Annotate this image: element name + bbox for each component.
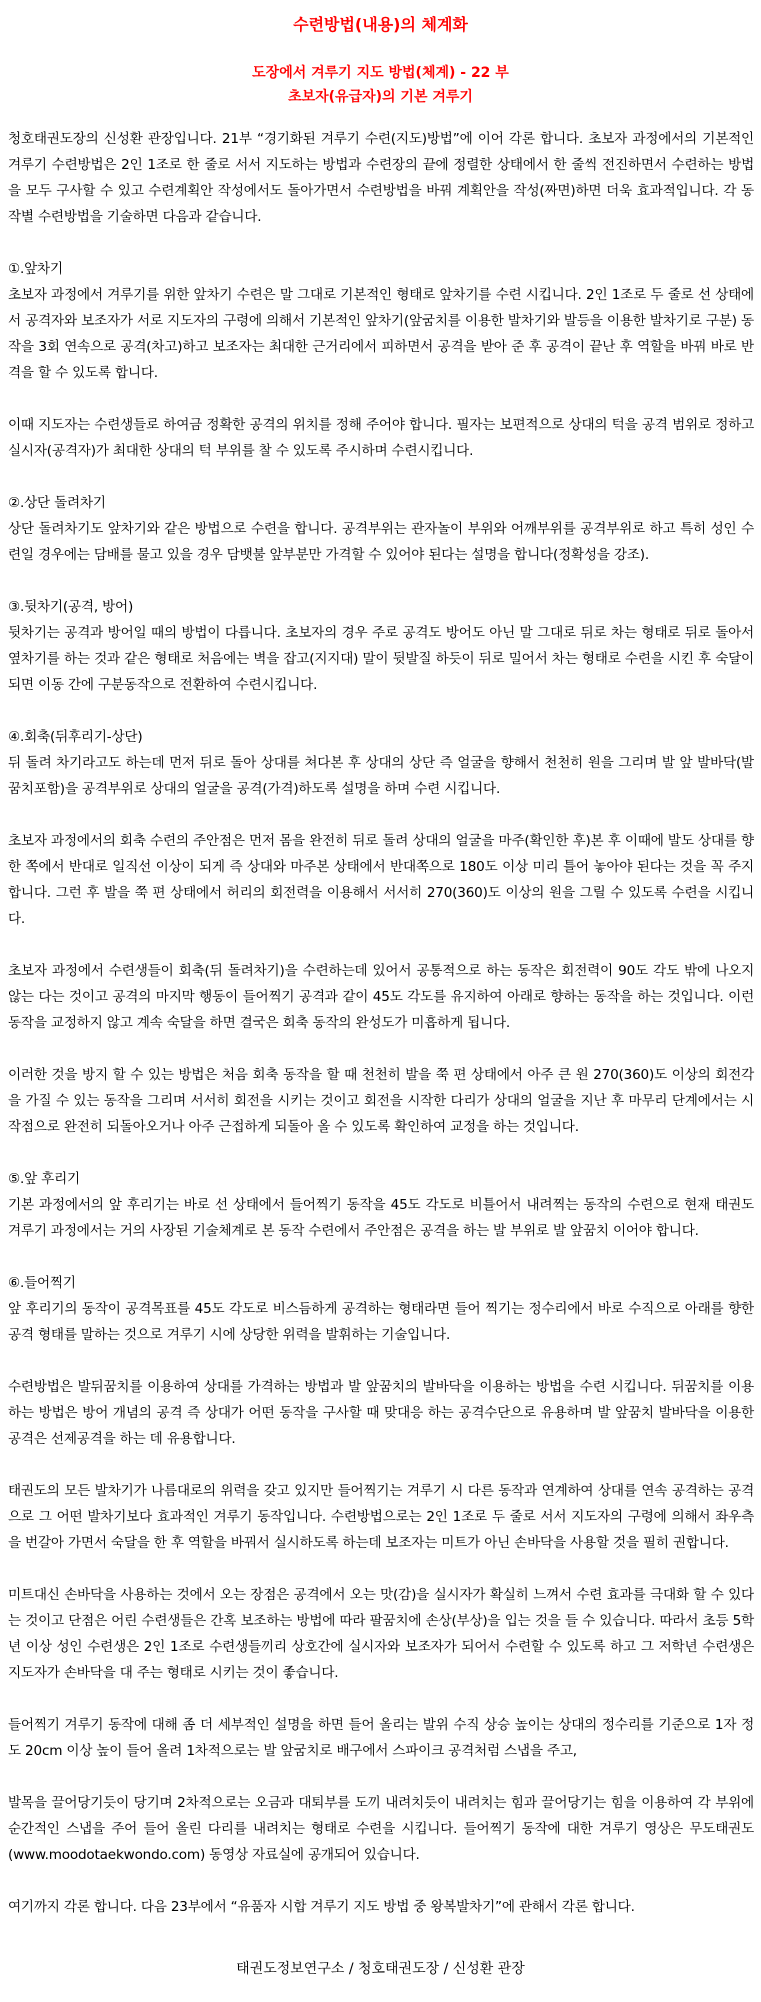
- section-paragraph: 이때 지도자는 수련생들로 하여금 정확한 공격의 위치를 정해 주어야 합니다. 필자는 보편적으로 상대의 턱을 공격 범위로 정하고 실시자(공격자)가 최대한 상대의 턱 부위를 찰 수 있도록 주시하며 수련시킵니다.: [8, 417, 754, 459]
- section-paragraph: 초보자 과정에서 겨루기를 위한 앞차기 수련은 말 그대로 기본적인 형태로 앞차기를 수련 시킵니다. 2인 1조로 두 줄로 선 상태에서 공격자와 보조자가 서로 지도자의 구령에 의해서 기본적인 앞차기(앞굼치를 이용한 발차기와 발등을 이용한 발차기로 구분) 동작을 3회 연속으로 공격(차고)하고 보조자는 최대한 근거리에서 피하면서 공격을 받아 준 후 공격이 끝난 후 역할을 바꿔 바로 반격을 할 수 있도록 합니다.: [8, 287, 754, 381]
- section-paragraph: 들어찍기 겨루기 동작에 대해 좀 더 세부적인 설명을 하면 들어 올리는 발위 수직 상승 높이는 상대의 정수리를 기준으로 1자 정도 20cm 이상 높이 들어 올려 1차적으로는 발 앞굼치로 배구에서 스파이크 공격처럼 스냅을 주고,: [8, 1717, 754, 1759]
- article-body: [8, 126, 754, 1946]
- section-paragraph: 기본 과정에서의 앞 후리기는 바로 선 상태에서 들어찍기 동작을 45도 각도로 비틀어서 내려찍는 동작의 수련으로 현재 태권도 겨루기 과정에서는 거의 사장된 기술체계로 본 동작 수련에서 주안점은 공격을 하는 발 부위로 발 앞꿈치 이어야 합니다.: [8, 1197, 754, 1239]
- section-heading: ①.앞차기: [8, 261, 63, 277]
- section-heading: ⑥.들어찍기: [8, 1275, 76, 1291]
- section-paragraph: 미트대신 손바닥을 사용하는 것에서 오는 장점은 공격에서 오는 맛(감)을 실시자가 확실히 느껴서 수련 효과를 극대화 할 수 있다는 것이고 단점은 어린 수련생들은 간혹 보조하는 방법에 따라 팔꿈치에 손상(부상)을 입는 것을 들 수 있습니다. 따라서 초등 5학년 이상 성인 수련생은 2인 1조로 수련생들끼리 상호간에 실시자와 보조자가 되어서 수련할 수 있도록 하고 그 저학년 수련생은 지도자가 손바닥을 대 주는 형태로 시키는 것이 좋습니다.: [8, 1587, 754, 1681]
- section-paragraph: 태권도의 모든 발차기가 나름대로의 위력을 갖고 있지만 들어찍기는 겨루기 시 다른 동작과 연계하여 상대를 연속 공격하는 공격으로 그 어떤 발차기보다 효과적인 겨루기 동작입니다. 수련방법으로는 2인 1조로 두 줄로 서서 지도자의 구령에 의해서 좌우측을 번갈아 가면서 숙달을 한 후 역할을 바꿔서 실시하도록 하는데 보조자는 미트가 아닌 손바닥을 사용할 것을 필히 권합니다.: [8, 1483, 754, 1551]
- section-paragraph: 뒷차기는 공격과 방어일 때의 방법이 다릅니다. 초보자의 경우 주로 공격도 방어도 아닌 말 그대로 뒤로 차는 형태로 뒤로 돌아서 옆차기를 하는 것과 같은 형태로 처음에는 벽을 잡고(지지대) 말이 뒷발질 하듯이 뒤로 밀어서 차는 형태로 수련을 시킨 후 숙달이 되면 이동 간에 구분동작으로 전환하여 수련시킵니다.: [8, 625, 754, 693]
- section-paragraph: 상단 돌려차기도 앞차기와 같은 방법으로 수련을 합니다. 공격부위는 관자놀이 부위와 어깨부위를 공격부위로 하고 특히 성인 수련일 경우에는 담배를 물고 있을 경우 담뱃불 앞부분만 가격할 수 있어야 된다는 설명을 합니다(정확성을 강조).: [8, 521, 754, 563]
- section-front-kick: [8, 256, 754, 386]
- author-footer: 태권도정보연구소 / 청호태권도장 / 신성환 관장: [236, 1961, 525, 1977]
- section-paragraph: 초보자 과정에서의 회축 수련의 주안점은 먼저 몸을 완전히 뒤로 돌려 상대의 얼굴을 마주(확인한 후)본 후 이때에 발도 상대를 향한 쪽에서 반대로 일직선 이상이 되게 즉 상대와 마주본 상태에서 반대쪽으로 180도 이상 미리 틀어 놓아야 된다는 것을 꼭 주지합니다. 그런 후 발을 쭉 편 상태에서 허리의 회전력을 이용해서 서서히 270(360)도 이상의 원을 그릴 수 있도록 수련을 시킵니다.: [8, 833, 754, 927]
- section-heading: ②.상단 돌려차기: [8, 495, 106, 511]
- intro-paragraph: 청호태권도장의 신성환 관장입니다. 21부 “경기화된 겨루기 수련(지도)방법”에 이어 각론 합니다. 초보자 과정에서의 기본적인 겨루기 수련방법은 2인 1조로 한 줄로 서서 지도하는 방법과 수련장의 끝에 정렬한 상태에서 한 줄씩 전진하면서 수련하는 방법을 모두 구사할 수 있고 수련계획안 작성에서도 돌아가면서 수련방법을 바꿔 계획안을 작성(짜면)하면 더욱 효과적입니다. 각 동작별 수련방법을 기술하면 다음과 같습니다.: [8, 131, 754, 225]
- section-back-kick: [8, 594, 754, 698]
- closing-paragraph: 여기까지 각론 합니다. 다음 23부에서 “유품자 시합 겨루기 지도 방법 중 왕복발차기”에 관해서 각론 합니다.: [8, 1899, 635, 1915]
- section-spin-hook-kick: [8, 724, 754, 802]
- section-front-sweep: [8, 1166, 754, 1244]
- section-paragraph: 초보자 과정에서 수련생들이 회축(뒤 돌려차기)을 수련하는데 있어서 공통적으로 하는 동작은 회전력이 90도 각도 밖에 나오지 않는 다는 것이고 공격의 마지막 행동이 들어찍기 공격과 같이 45도 각도를 유지하여 아래로 향하는 동작을 하는 것입니다. 이런 동작을 교정하지 않고 계속 숙달을 하면 결국은 회축 동작의 완성도가 미흡하게 됩니다.: [8, 963, 754, 1031]
- document-title: 수련방법(내용)의 체계화: [293, 15, 468, 34]
- section-paragraph: 앞 후리기의 동작이 공격목표를 45도 각도로 비스듬하게 공격하는 형태라면 들어 찍기는 정수리에서 바로 수직으로 아래를 향한 공격 형태를 말하는 것으로 겨루기 시에 상당한 위력을 발휘하는 기술입니다.: [8, 1301, 754, 1343]
- section-heading: ③.뒷차기(공격, 방어): [8, 599, 134, 615]
- section-heading: ⑤.앞 후리기: [8, 1171, 80, 1187]
- document-subtitle-topic: 초보자(유급자)의 기본 겨루기: [288, 89, 473, 105]
- document-subtitle-series: 도장에서 겨루기 지도 방법(체계) - 22 부: [252, 65, 509, 81]
- section-axe-kick: [8, 1270, 754, 1348]
- section-paragraph: 이러한 것을 방지 할 수 있는 방법은 처음 회축 동작을 할 때 천천히 발을 쭉 편 상태에서 아주 큰 원 270(360)도 이상의 회전각을 가질 수 있는 동작을 그리며 서서히 회전을 시키는 것이고 회전을 시작한 다리가 상대의 얼굴을 지난 후 마무리 단계에서는 시작점으로 완전히 되돌아오거나 아주 근접하게 되돌아 올 수 있도록 확인하여 교정을 하는 것입니다.: [8, 1067, 754, 1135]
- section-paragraph: 발목을 끌어당기듯이 당기며 2차적으로는 오금과 대퇴부를 도끼 내려치듯이 내려치는 힘과 끌어당기는 힘을 이용하여 각 부위에 순간적인 스냅을 주어 들어 올린 다리를 내려치는 형태로 수련을 시킵니다. 들어찍기 동작에 대한 겨루기 영상은 무도태권도(www.moodotaekwondo.com) 동영상 자료실에 공개되어 있습니다.: [8, 1795, 754, 1863]
- section-heading: ④.회축(뒤후리기-상단): [8, 729, 143, 745]
- section-roundhouse-kick: [8, 490, 754, 568]
- section-paragraph: 뒤 돌려 차기라고도 하는데 먼저 뒤로 돌아 상대를 쳐다본 후 상대의 상단 즉 얼굴을 향해서 천천히 원을 그리며 발 앞 발바닥(발꿈치포함)을 공격부위로 상대의 얼굴을 공격(가격)하도록 설명을 하며 수련 시킵니다.: [8, 755, 754, 797]
- section-paragraph: 수련방법은 발뒤꿈치를 이용하여 상대를 가격하는 방법과 발 앞꿈치의 발바닥을 이용하는 방법을 수련 시킵니다. 뒤꿈치를 이용하는 방법은 방어 개념의 공격 즉 상대가 어떤 동작을 구사할 때 맞대응 하는 공격수단으로 유용하며 발 앞꿈치 발바닥을 이용한 공격은 선제공격을 하는 데 유용합니다.: [8, 1379, 754, 1447]
